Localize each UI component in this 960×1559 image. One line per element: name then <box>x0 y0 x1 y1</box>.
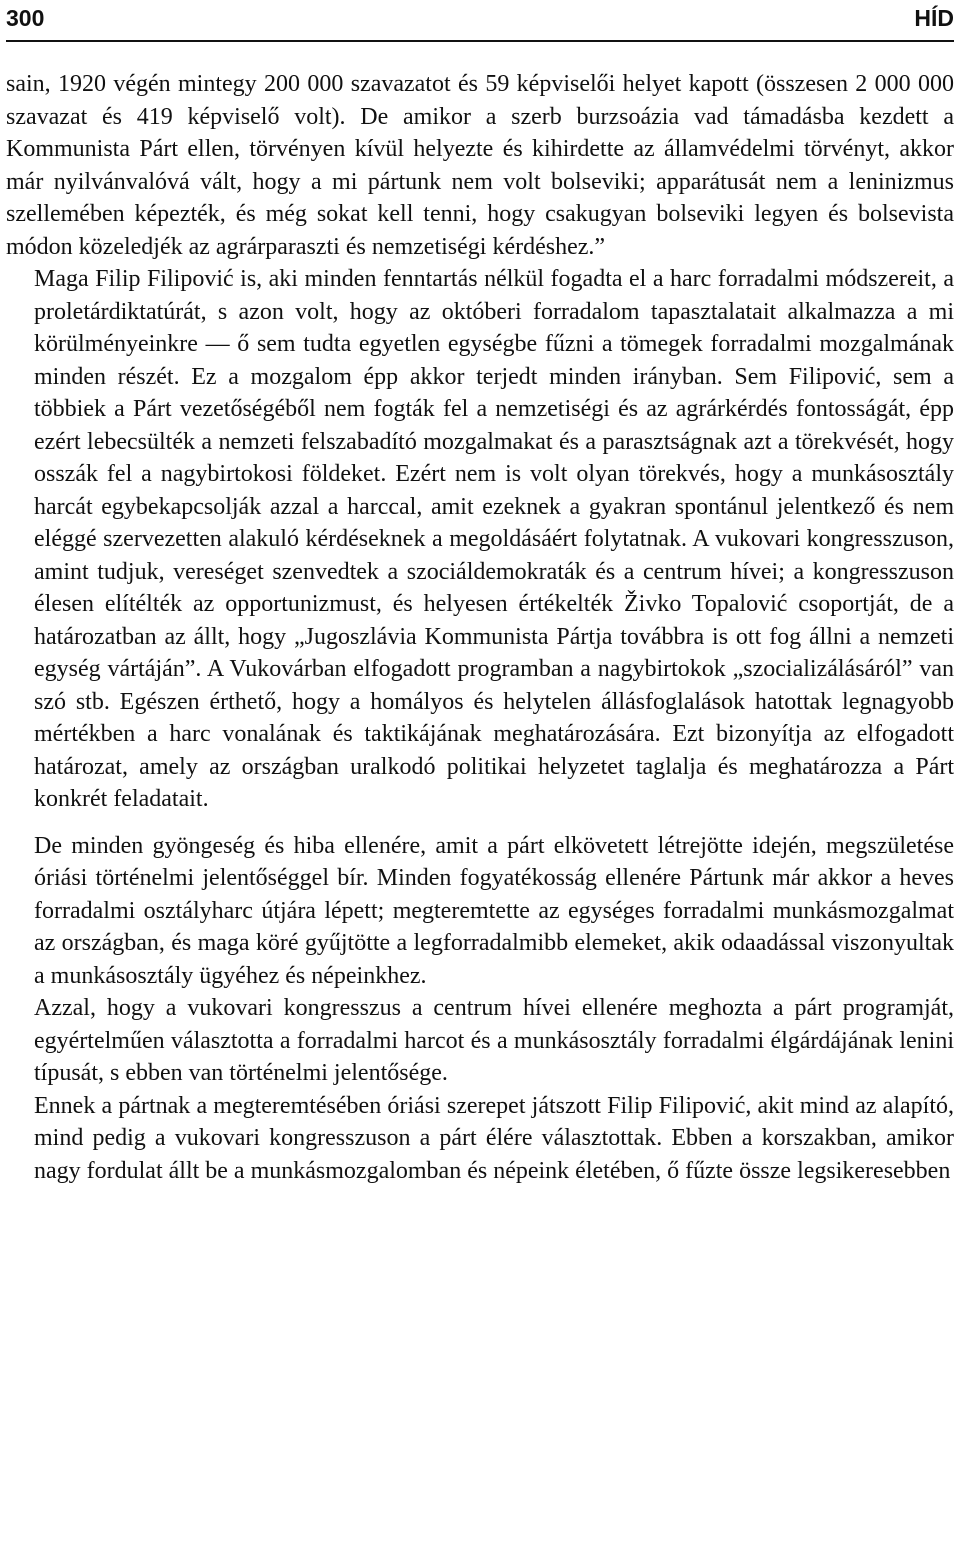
paragraph: De minden gyöngeség és hiba ellenére, amit a párt elkövetett létrejötte idején, megszületése óriási történelmi jelentőséggel bír. Minden fogyatékosság ellenére Pártunk már akkor a heves forradalmi osztályharc útjára lépett; megteremtette az egységes forradalmi munkásmozgalmat az országban, és maga köré gyűjtötte a legforradalmibb elemeket, akik odaadással viszonyultak a munkásosztály ügyéhez és népeinkhez. <box>34 832 954 989</box>
page-number: 300 <box>6 5 45 31</box>
journal-name: HÍD <box>914 5 954 31</box>
paragraph: sain, 1920 végén mintegy 200 000 szavazatot és 59 képviselői helyet kapott (összesen 2 000 000 szavazat és 419 képviselő volt). De amikor a szerb burzsoázia vad támadásba kezdett a Kommunista Párt ellen, törvényen kívül helyezte és kihirdette az államvédelmi törvényt, akkor már nyilvánvalóvá vált, hogy a mi pártunk nem volt bolseviki; apparátusát nem a leninizmus szellemében képezték, és még sokat kell tenni, hogy csakugyan bolseviki legyen és bolsevista módon közeledjék az agrárparaszti és nemzetiségi kérdéshez.” <box>6 71 954 260</box>
paragraph: Maga Filip Filipović is, aki minden fenntartás nélkül fogadta el a harc forradalmi módszereit, a proletárdiktatúrát, s azon volt, hogy az októberi forradalom tapasztalatait alkalmazza a mi körülményeinkre — ő sem tudta egyetlen egységbe fűzni a tömegek forradalmi mozgalmának minden részét. Ez a mozgalom épp akkor terjedt minden irányban. Sem Filipović, sem a többiek a Párt vezetőségéből nem fogták fel a nemzetiségi és az agrárkérdés fontosságát, épp ezért lebecsülték a nemzeti felszabadító mozgalmakat és a parasztságnak azt a törekvését, hogy osszák fel a nagybirtokosi földeket. Ezért nem is volt olyan törekvés, hogy a munkásosztály harcát egybekapcsolják azzal a harccal, amit ezeknek a gyakran spontánul jelentkező és nem eléggé szervezetten alakuló kérdéseknek a megoldásáért folytatnak. A vukovari kongresszuson, amint tudjuk, vereséget szenvedtek a szociáldemokraták és a centrum hívei; a kongresszuson élesen elítélték az opportunizmust, és helyesen értékelték Živko Topalović csoportját, de a határozatban az állt, hogy „Jugoszlávia Kommunista Pártja továbbra is ott fog állni a nemzeti egység vártáján”. A Vukovárban elfogadott programban a nagybirtokok „szocializálásáról” van szó stb. Egészen érthető, hogy a homályos és helytelen állásfoglalások hatottak legnagyobb mértékben a harc vonalának és taktikájának meghatározására. Ezt bizonyítja az elfogadott határozat, amely az országban uralkodó politikai helyzetet taglalja és meghatározza a Párt konkrét feladatait. <box>34 266 954 812</box>
paragraph: Azzal, hogy a vukovari kongresszus a centrum hívei ellenére meghozta a párt programját, egyértelműen választotta a forradalmi harcot és a munkásosztály forradalmi élgárdájának lenini típusát, s ebben van történelmi jelentősége. <box>34 995 954 1086</box>
body-text <box>6 68 954 1187</box>
page-header <box>6 0 954 42</box>
paragraph: Ennek a pártnak a megteremtésében óriási szerepet játszott Filip Filipović, akit mind az alapító, mind pedig a vukovari kongresszuson a párt élére választottak. Ebben a korszakban, amikor nagy fordulat állt be a munkásmozgalomban és népeink életében, ő fűzte össze legsikeresebben <box>34 1092 954 1184</box>
